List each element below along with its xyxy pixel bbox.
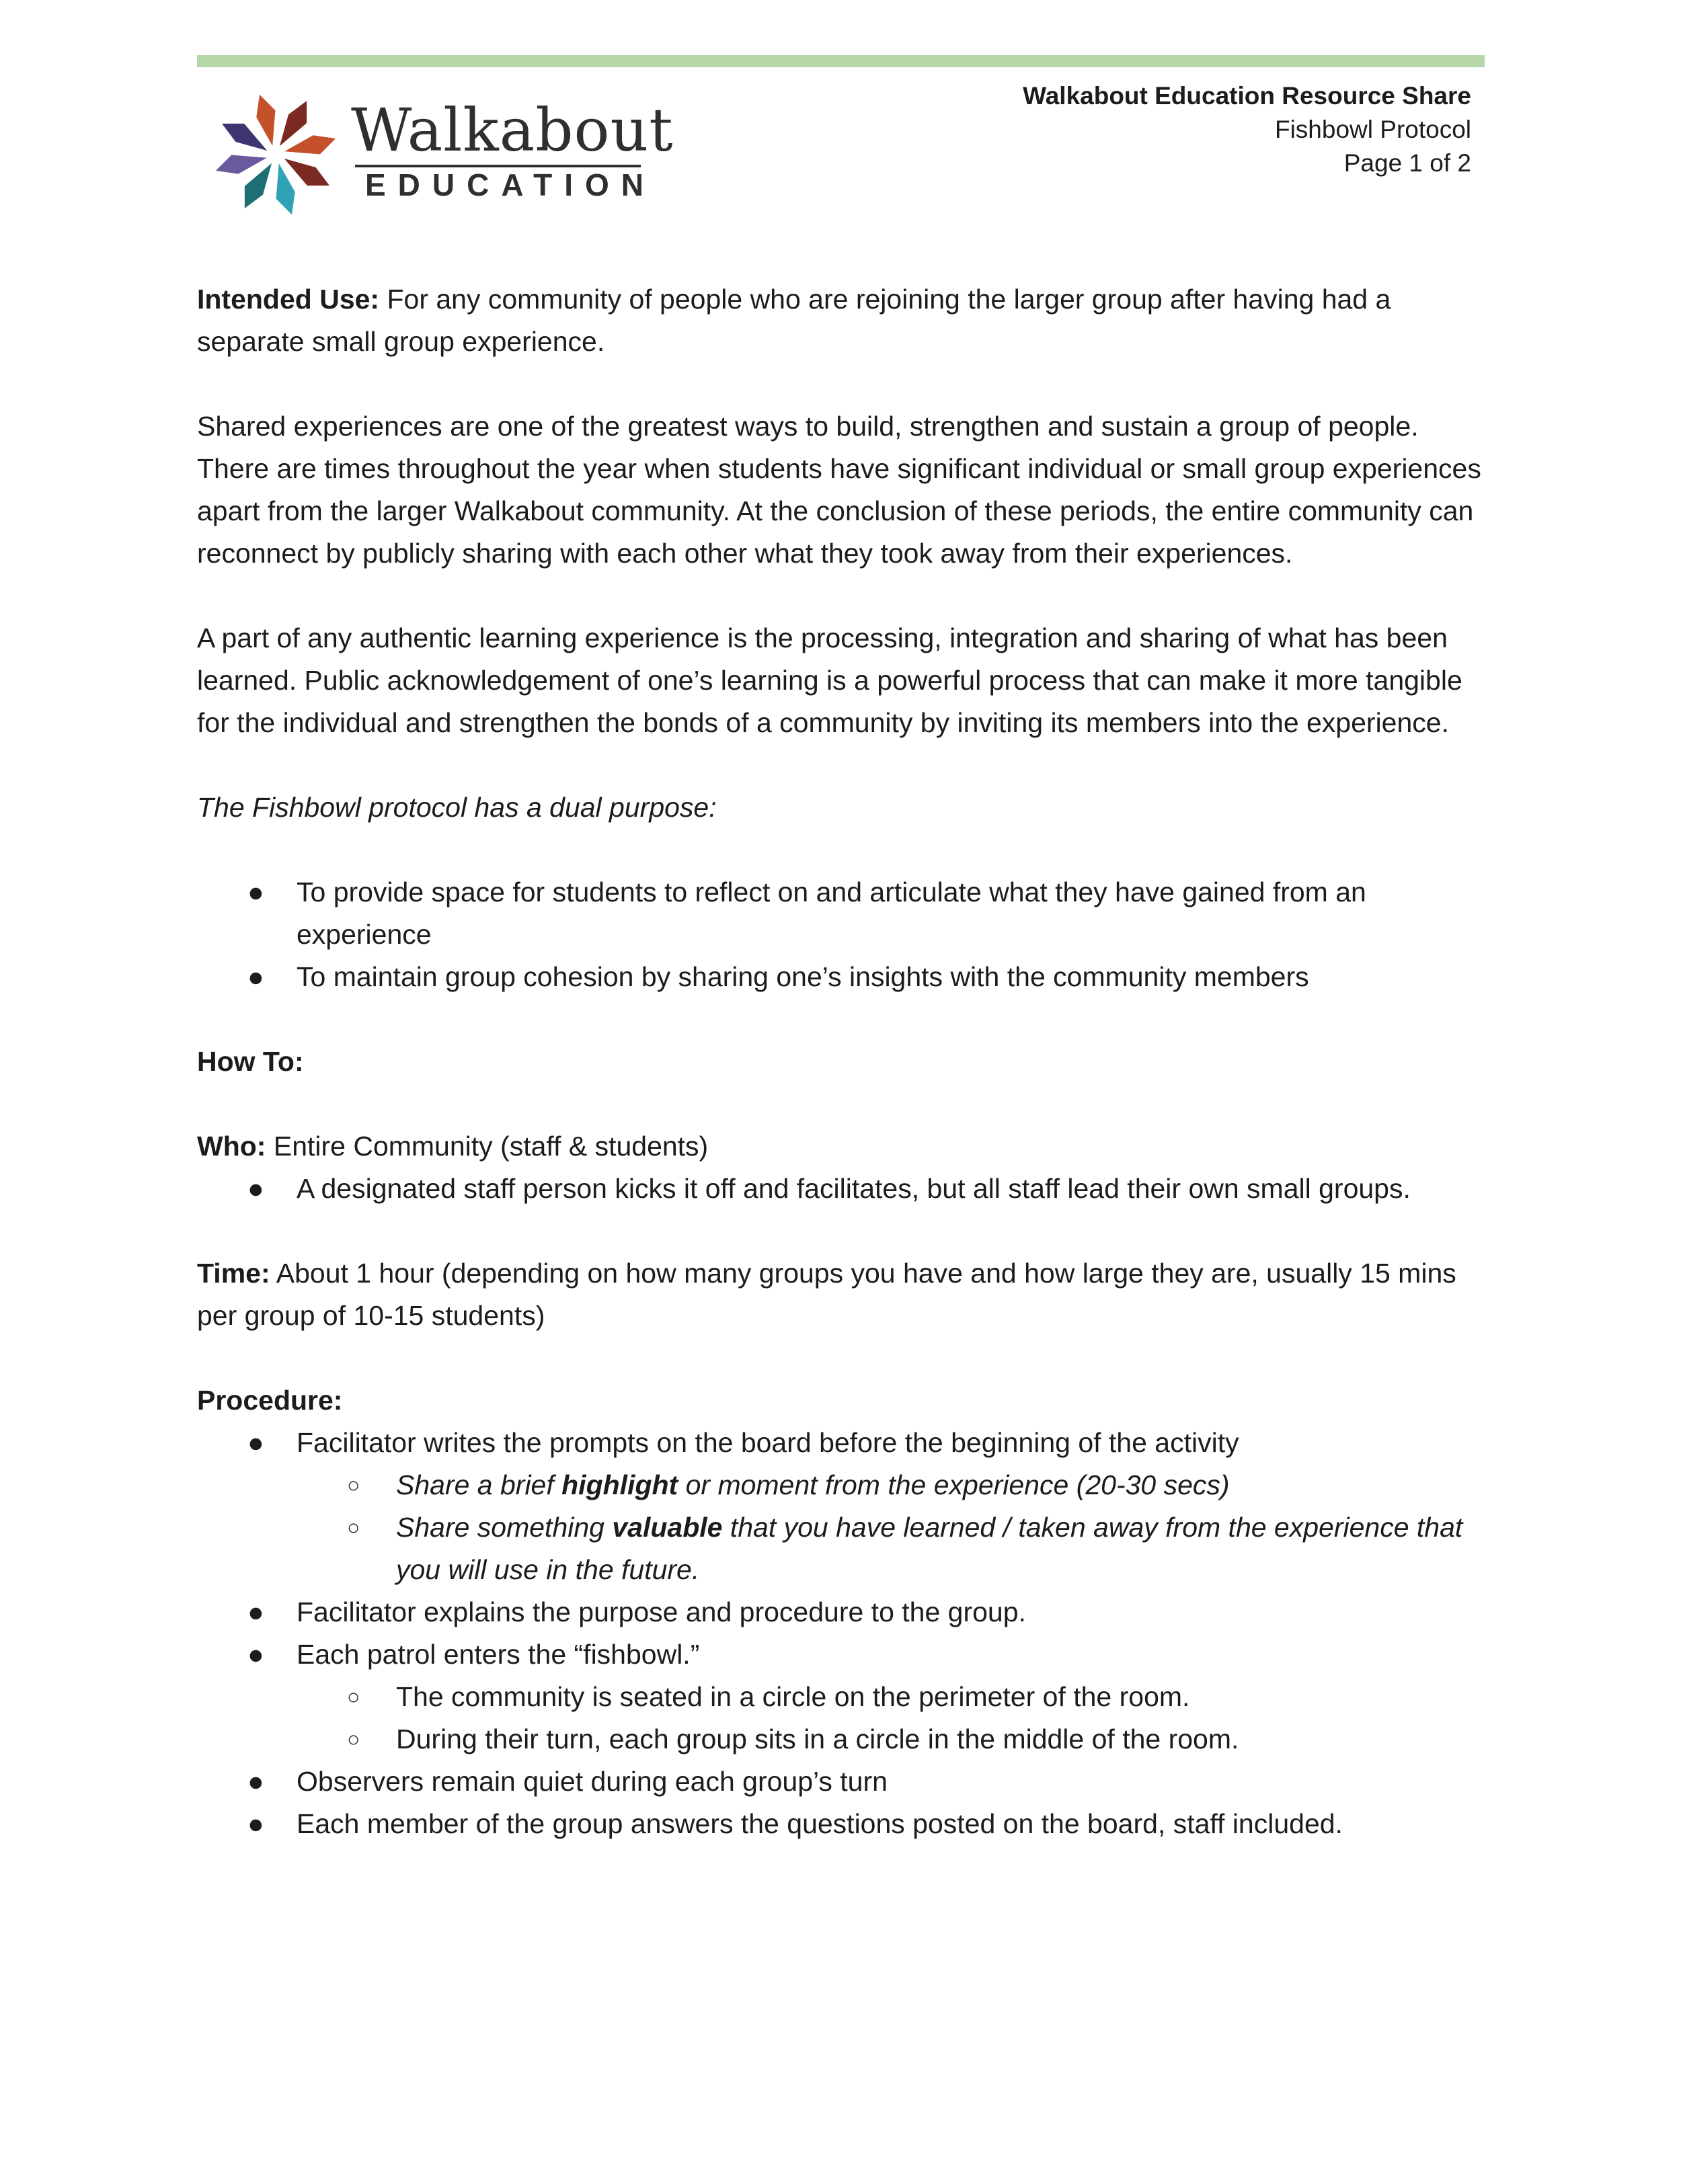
logo-subtitle: EDUCATION	[365, 167, 656, 202]
procedure-list	[197, 1422, 1488, 1845]
bullet-icon: ●	[247, 961, 264, 992]
time-line: Time: About 1 hour (depending on how many groups you have and how large they are, usually 15 mins per group of 10-15 students)	[197, 1258, 1456, 1331]
bullet-icon: ●	[247, 1427, 264, 1458]
bullet-icon: ●	[247, 877, 264, 907]
header-accent-bar	[197, 55, 1485, 67]
document-body	[197, 278, 1488, 1845]
walkabout-logo	[208, 87, 674, 222]
list-item: ● Each member of the group answers the questions posted on the board, staff included.	[197, 1803, 1488, 1845]
document-header	[1023, 79, 1471, 180]
intended-use-label: Intended Use:	[197, 284, 380, 315]
time-label: Time:	[197, 1258, 270, 1289]
fishbowl-sub-list	[297, 1676, 1488, 1761]
list-item: ● Facilitator writes the prompts on the board before the beginning of the activity ○ Share a brief highlight or moment from the experience (20-30 secs) ○ Share something valuable that you have learned / taken away from the experience that you will use in the future.	[197, 1422, 1488, 1591]
purpose-list	[197, 871, 1488, 998]
bullet-icon: ●	[247, 1596, 264, 1627]
list-item: ● Facilitator explains the purpose and procedure to the group.	[197, 1591, 1488, 1633]
list-item: ● To provide space for students to reflect on and articulate what they have gained from an experience	[197, 871, 1488, 956]
bullet-icon: ●	[247, 1766, 264, 1797]
prompt-item: ○ Share a brief highlight or moment from the experience (20-30 secs)	[297, 1464, 1488, 1506]
logo-star-icon	[208, 87, 343, 222]
bullet-icon: ●	[247, 1639, 264, 1670]
list-item: ● To maintain group cohesion by sharing one’s insights with the community members	[197, 956, 1488, 998]
sub-bullet-icon: ○	[347, 1473, 360, 1497]
purpose-heading: The Fishbowl protocol has a dual purpose:	[197, 792, 717, 823]
sub-item: ○ During their turn, each group sits in a circle in the middle of the room.	[297, 1718, 1488, 1761]
procedure-heading: Procedure:	[197, 1385, 343, 1416]
paragraph-authentic-learning: A part of any authentic learning experience is the processing, integration and sharing of what has been learned. Public acknowledgement of one’s learning is a powerful process that can make it more tangible for the individual and strengthen the bonds of a community by inviting its members into the experience.	[197, 622, 1462, 738]
header-page-number: Page 1 of 2	[1343, 149, 1471, 177]
list-item: ● Each patrol enters the “fishbowl.” ○ The community is seated in a circle on the perimeter of the room. ○ During their turn, each group sits in a circle in the middle of the room.	[197, 1633, 1488, 1761]
intended-use-text: For any community of people who are rejoining the larger group after having had a separate small group experience.	[197, 284, 1391, 357]
sub-bullet-icon: ○	[347, 1685, 360, 1709]
sub-bullet-icon: ○	[347, 1515, 360, 1539]
header-doc-title: Fishbowl Protocol	[1274, 116, 1471, 143]
who-list	[197, 1168, 1488, 1210]
sub-item: ○ The community is seated in a circle on the perimeter of the room.	[297, 1676, 1488, 1718]
sub-bullet-icon: ○	[347, 1727, 360, 1751]
prompt-item: ○ Share something valuable that you have learned / taken away from the experience that you will use in the future.	[297, 1506, 1488, 1591]
who-line: Who: Entire Community (staff & students)	[197, 1131, 709, 1162]
header-org: Walkabout Education Resource Share	[1023, 82, 1471, 110]
list-item: ● A designated staff person kicks it off and facilitates, but all staff lead their own small groups.	[197, 1168, 1488, 1210]
how-to-heading: How To:	[197, 1046, 304, 1077]
paragraph-shared-experiences: Shared experiences are one of the greatest ways to build, strengthen and sustain a group of people. There are times throughout the year when students have significant individual or small group experiences apart from the larger Walkabout community. At the conclusion of these periods, the entire community can reconnect by publicly sharing with each other what they took away from their experiences.	[197, 411, 1481, 569]
intended-use	[197, 278, 1488, 363]
prompt-list	[297, 1464, 1488, 1591]
bullet-icon: ●	[247, 1808, 264, 1839]
bullet-icon: ●	[247, 1173, 264, 1204]
list-item: ● Observers remain quiet during each group’s turn	[197, 1761, 1488, 1803]
logo-wordmark: Walkabout	[351, 95, 674, 165]
who-label: Who:	[197, 1131, 266, 1162]
